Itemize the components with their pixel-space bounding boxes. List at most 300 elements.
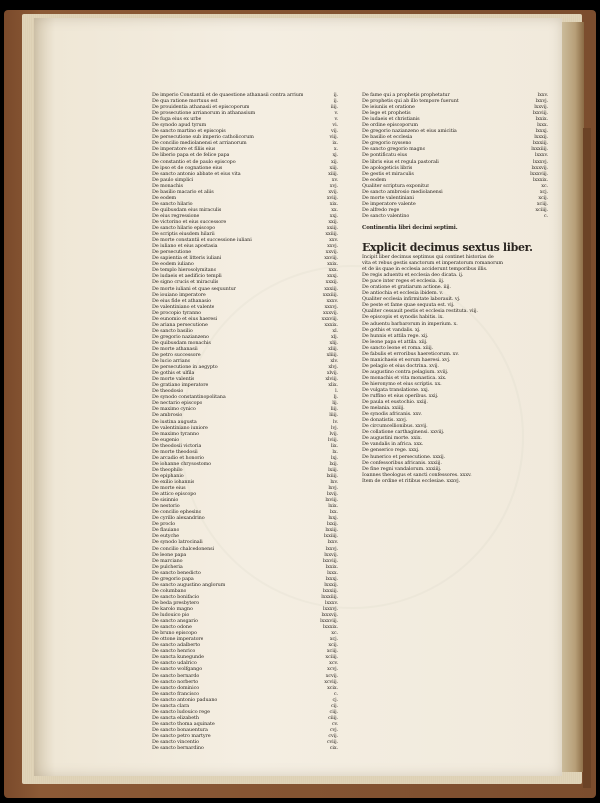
- entry-number: xlv.: [330, 358, 338, 365]
- entry-title: De persecutione in aegypto: [152, 364, 218, 371]
- entry-number: xliij.: [328, 345, 338, 352]
- entry-title: De sancto vincentio: [152, 739, 200, 746]
- entry-number: lxxxiiij.: [531, 146, 548, 153]
- paragraph-line: De pace inter reges et ecclesia. iij.: [362, 278, 445, 285]
- entry-title: De sancto gregorio magno: [362, 146, 426, 153]
- paragraph-line: De synodis africanis. xxv.: [362, 411, 422, 418]
- entry-title: De sancto ambrosio mediolanensi: [362, 188, 443, 195]
- entry-title: De karolo magno: [152, 605, 193, 612]
- paragraph-line: De genserico rege. xxxj.: [362, 447, 420, 454]
- entry-number: lxxviij.: [532, 110, 548, 117]
- right-column-index: [362, 92, 548, 219]
- entry-number: lxxx.: [327, 569, 338, 576]
- entry-title: De quibusdam eius miraculis: [152, 206, 222, 213]
- entry-title: De gestis et miraculis: [362, 170, 414, 177]
- entry-title: De gregorio papa: [152, 575, 194, 582]
- paragraph-line: De hunnis et attila rege. xij.: [362, 332, 429, 339]
- entry-number: xcix.: [327, 684, 338, 691]
- entry-title: De eugenio: [152, 436, 180, 443]
- entry-number: xxxv.: [326, 297, 338, 304]
- paragraph-line: vita et rebus gestis sanctorum et imperatorum romanorum: [362, 260, 503, 267]
- entry-number: xxxviij.: [321, 315, 338, 322]
- entry-number: xix.: [329, 200, 338, 207]
- entry-title: De sancto augustino anglorum: [152, 581, 226, 588]
- paragraph-line: Qualiter cessauit pestis et ecclesia restituta. viij.: [362, 308, 478, 315]
- section-heading: Explicit decimus sextus liber.: [362, 240, 533, 254]
- entry-title: De ludouico pio: [152, 612, 190, 619]
- entry-number: xv.: [331, 176, 338, 183]
- entry-title: De iudaeis et aedificio templi: [152, 273, 222, 280]
- entry-title: De quibusdam monachis: [152, 339, 211, 346]
- entry-title: De ottone imperatore: [152, 636, 204, 643]
- entry-title: De sancto hilario episcopo: [152, 225, 216, 232]
- entry-number: lxxvj.: [325, 545, 338, 552]
- entry-number: xxj.: [329, 212, 338, 219]
- entry-number: lxxxiij.: [322, 587, 338, 594]
- entry-title: De sancto basilio: [152, 327, 193, 334]
- entry-title: De sancto bonifacio: [152, 593, 200, 600]
- paragraph-line: De paula et eustochio. xxiij.: [362, 399, 428, 406]
- entry-number: xxiij.: [326, 225, 338, 232]
- entry-number: xxvj.: [327, 243, 338, 250]
- entry-title: De persecutione: [152, 249, 192, 256]
- entry-number: xxvij.: [325, 249, 338, 256]
- entry-number: xciiij.: [535, 206, 548, 213]
- entry-title: De columbano: [152, 587, 187, 594]
- entry-title: De ipso et de cognatione eius: [152, 164, 223, 171]
- entry-title: De concilio chalcedonensi: [152, 545, 215, 552]
- entry-number: lxxx.: [537, 122, 548, 129]
- entry-title: De iohanne chrysostomo: [152, 460, 211, 467]
- paragraph-line: De circumcellionibus. xxvij.: [362, 423, 428, 430]
- entry-title: De maximo cynico: [152, 406, 196, 413]
- entry-number: xcj.: [539, 188, 548, 195]
- entry-title: De prosecutione arrianorum in athanasium: [152, 110, 256, 117]
- entry-title: De procopio tyranno: [152, 309, 202, 316]
- entry-title: De eutyche: [152, 533, 179, 540]
- paragraph-line: De peste et fame quae sequuta est. vij.: [362, 302, 455, 309]
- paragraph-line: De regis aduentu et ecclesia deo dicata. ij.: [362, 272, 464, 279]
- entry-title: De sancta elizabeth: [152, 714, 199, 721]
- entry-title: De liberio papa et de felice papa: [152, 152, 230, 159]
- paragraph-line: De collatione carthaginensi. xxviij.: [362, 429, 445, 436]
- entry-number: lxv.: [330, 479, 338, 485]
- entry-title: De iuliano et eius apostasia: [152, 243, 218, 250]
- paragraph-line: De manichaeis et eorum haeresi. xvj.: [362, 356, 451, 363]
- entry-number: vi.: [332, 122, 338, 129]
- entry-number: l.: [335, 388, 338, 395]
- entry-number: lxxxix.: [532, 176, 548, 183]
- right-column: [362, 92, 548, 484]
- entry-number: xlvij.: [326, 370, 338, 377]
- entry-number: lxxvij.: [324, 551, 338, 558]
- paragraph-line: De fabulis et erroribus haereticorum. xv.: [362, 350, 459, 357]
- entry-title: De morte iuliani et quae sequuntur: [152, 285, 236, 292]
- entry-title: De sancto bernardo: [152, 672, 200, 679]
- entry-number: lxxxij.: [324, 581, 338, 588]
- entry-number: lxxxvj.: [323, 605, 338, 612]
- entry-number: xxiiij.: [325, 231, 338, 238]
- entry-title: De maximo tyranno: [152, 430, 199, 437]
- entry-title: De monachis: [152, 182, 183, 189]
- entry-number: xiiij.: [328, 170, 338, 177]
- entry-title: De constantio et de paulo episcopo: [152, 158, 236, 165]
- entry-number: xciij.: [326, 648, 338, 655]
- entry-title: De sancto adalberto: [152, 642, 201, 649]
- entry-number: lxxxv.: [325, 599, 338, 606]
- entry-number: lx.: [332, 448, 338, 455]
- entry-number: lxxxiiij.: [321, 593, 338, 600]
- entry-title: De iudaeis et christianis: [362, 116, 420, 123]
- entry-title: De nestorio: [152, 503, 180, 510]
- entry-number: xlix.: [328, 382, 338, 389]
- entry-number: cix.: [329, 745, 338, 752]
- entry-title: De sancto petro martyre: [152, 732, 211, 739]
- entry-number: lxx.: [329, 509, 338, 516]
- entry-title: De sancto antonio paduano: [152, 696, 218, 703]
- entry-title: De sancto martino et episcopis: [152, 128, 226, 135]
- paragraph-line: De monachis et vita monastica. xix.: [362, 374, 447, 381]
- entry-number: xciij.: [536, 200, 548, 207]
- entry-title: De theodosio: [152, 388, 184, 395]
- entry-number: lvj.: [330, 424, 338, 431]
- paragraph-line: Ioannes theologus et sancti confessores. xxxv.: [362, 471, 472, 478]
- entry-number: xxviij.: [324, 255, 338, 262]
- entry-number: xj.: [332, 152, 338, 159]
- entry-number: xlij.: [329, 339, 338, 346]
- paragraph-line: Incipit liber decimus septimus qui continet historias de: [362, 253, 494, 260]
- entry-title: De petro successore: [152, 352, 201, 359]
- entry-number: lxj.: [330, 454, 338, 461]
- entry-number: lxxxviij.: [530, 170, 548, 177]
- entry-number: lxxxiij.: [532, 140, 548, 147]
- entry-number: xcv.: [329, 660, 338, 667]
- entry-title: De synodo apud tyrum: [152, 122, 207, 129]
- paragraph-line: De oratione et gratiarum actione. iiij.: [362, 284, 451, 291]
- entry-title: De morte athanasii: [152, 345, 198, 352]
- entry-title: De imperatore et filiis eius: [152, 146, 216, 153]
- entry-number: xcviij.: [324, 678, 338, 685]
- entry-number: lxxxij.: [534, 134, 548, 141]
- entry-title: De eunomio et eius haeresi: [152, 315, 218, 322]
- entry-title: De concilio ephesino: [152, 509, 202, 516]
- paragraph-line: Qualiter ecclesia infirmitate laborauit. vj.: [362, 296, 461, 303]
- entry-title: De gratiano imperatore: [152, 382, 209, 389]
- paragraph-line: De gothis et vandalis. xj.: [362, 326, 421, 333]
- paragraph-line: De sancto leone et roma. xiiij.: [362, 344, 433, 351]
- index-entry: [362, 213, 548, 219]
- entry-number: xxxvj.: [324, 303, 338, 310]
- entry-title: De ordine episcoporum: [362, 122, 418, 129]
- entry-title: De exilio iohannis: [152, 479, 195, 485]
- entry-title: De basilio macario et aliis: [152, 188, 214, 195]
- entry-title: De eodem: [152, 194, 177, 201]
- entry-title: De sapientia et litteris iuliani: [152, 255, 222, 262]
- entry-number: cv.: [331, 720, 338, 727]
- entry-title: De sancto hilario: [152, 200, 193, 207]
- paragraph-line: De vulgata translatione. xxj.: [362, 387, 430, 394]
- entry-number: lxij.: [329, 460, 338, 467]
- entry-number: xiij.: [329, 164, 338, 171]
- entry-title: De templo hierosolymitano: [152, 267, 217, 274]
- entry-number: lxxxvj.: [533, 158, 548, 165]
- entry-title: De apologeticis libris: [362, 164, 413, 171]
- entry-title: De sancto odone: [152, 624, 192, 631]
- entry-number: lxxxviij.: [320, 618, 338, 625]
- entry-title: De theophilo: [152, 466, 183, 473]
- entry-title: De eius fide et athanasio: [152, 297, 211, 304]
- entry-title: De persecutione sub imperio catholicorum: [152, 134, 254, 141]
- entry-title: De sisinnio: [152, 497, 179, 504]
- entry-number: lxix.: [328, 503, 338, 510]
- entry-title: De morte constantii et successione iuliani: [152, 237, 252, 244]
- entry-title: De sancta clara: [152, 702, 190, 709]
- entry-title: De gregorio nysseno: [362, 140, 412, 147]
- paragraph-line: De vandalis in africa. xxx.: [362, 441, 424, 448]
- entry-title: De synodo constantinopolitana: [152, 394, 226, 401]
- entry-title: De sancto francisco: [152, 690, 199, 697]
- entry-number: xcij.: [538, 194, 548, 201]
- entry-number: lxxv.: [327, 539, 338, 546]
- index-entry: [152, 745, 338, 751]
- entry-number: lix.: [330, 442, 338, 449]
- entry-number: xlj.: [330, 333, 338, 340]
- entry-title: De concilio mediolanensi et arrianorum: [152, 140, 247, 147]
- entry-number: vij.: [330, 128, 338, 135]
- entry-number: lxxxix.: [322, 624, 338, 631]
- entry-number: lxxij.: [326, 521, 338, 528]
- entry-title: De imperatore valente: [362, 200, 416, 207]
- entry-title: De victorino et eius successore: [152, 218, 227, 225]
- entry-title: De synodo latrocinali: [152, 539, 203, 546]
- entry-title: De morte valentiniani: [362, 194, 414, 201]
- entry-title: De sancto norberto: [152, 678, 199, 685]
- entry-number: lxxxvij.: [321, 612, 338, 619]
- entry-title: De sancto henrico: [152, 648, 196, 655]
- entry-number: lxxxvij.: [531, 164, 548, 171]
- entry-title: De morte valentis: [152, 376, 195, 383]
- entry-number: lxxvj.: [535, 98, 548, 105]
- paragraph-text: [362, 254, 548, 484]
- entry-number: lxxiiij.: [323, 533, 338, 540]
- entry-number: v.: [334, 116, 338, 123]
- entry-number: iiij.: [330, 104, 338, 111]
- entry-number: xvj.: [329, 182, 338, 189]
- entry-title: De sancto dominico: [152, 684, 200, 691]
- entry-number: x.: [333, 146, 338, 153]
- entry-title: De theodosii victoria: [152, 442, 202, 449]
- entry-title: De epiphanio: [152, 472, 184, 479]
- entry-title: De prophetis qui ab illo tempore fuerunt: [362, 98, 459, 105]
- entry-title: De imperio Constantii et de quaestione athanasii contra arrium: [152, 92, 304, 98]
- entry-title: De sancta kunegunde: [152, 654, 204, 661]
- entry-title: De fame qui a prophetis prophetatur: [362, 92, 450, 98]
- paragraph-line: De fine regni vandalorum. xxxiiij.: [362, 465, 442, 472]
- entry-number: ix.: [332, 140, 338, 147]
- entry-title: De valentiniano iuniore: [152, 424, 208, 431]
- entry-title: De basilio et ecclesia: [362, 134, 413, 141]
- entry-number: xxxix.: [324, 321, 338, 328]
- paragraph-line: De antiochia et ecclesia ibidem. v.: [362, 290, 443, 297]
- entry-title: De pulcheria: [152, 563, 183, 570]
- paragraph-line: De episcopis et synodis habitis. ix.: [362, 314, 444, 321]
- entry-number: xx.: [331, 206, 338, 213]
- entry-number: lj.: [333, 394, 338, 401]
- entry-title: De fuga eius ex urbe: [152, 116, 202, 123]
- paragraph-line: De donatistis. xxvj.: [362, 417, 408, 424]
- entry-title: De nectario episcopo: [152, 400, 203, 407]
- entry-number: ciij.: [329, 708, 338, 715]
- entry-title: De sancto udalrico: [152, 660, 197, 667]
- paragraph-line: et de iis quae in ecclesia acciderunt temporibus illis.: [362, 266, 488, 273]
- entry-number: lxxj.: [328, 515, 338, 522]
- entry-title: De sancto bonauentura: [152, 726, 208, 733]
- entry-number: xviij.: [326, 194, 338, 201]
- binding-strip: [583, 128, 591, 788]
- entry-number: lxiiij.: [326, 472, 338, 479]
- entry-title: De gregorio nazianzeno et eius amicitia: [362, 128, 457, 135]
- paragraph-line: De pelagio et eius doctrina. xvij.: [362, 362, 439, 369]
- entry-title: De sancto benedicto: [152, 569, 201, 576]
- entry-number: lxviij.: [325, 497, 338, 504]
- entry-number: xxxij.: [325, 279, 338, 286]
- entry-title: De gothis et ulfila: [152, 370, 195, 377]
- entry-number: cvij.: [328, 732, 338, 739]
- entry-number: viij.: [329, 134, 338, 141]
- entry-title: De eius regressione: [152, 212, 200, 219]
- entry-title: De lege et prophetis: [362, 110, 411, 117]
- entry-number: xxv.: [329, 237, 338, 244]
- paragraph-line: De augustini morte. xxix.: [362, 435, 422, 442]
- entry-number: lxxxj.: [535, 128, 548, 135]
- entry-number: xxxiij.: [324, 285, 338, 292]
- entry-title: De beda presbytero: [152, 599, 200, 606]
- entry-number: lv.: [332, 418, 338, 425]
- paragraph-line: De confessoribus africanis. xxxiij.: [362, 459, 442, 466]
- entry-title: De pontificatu eius: [362, 152, 408, 159]
- entry-number: xliiij.: [326, 352, 338, 359]
- entry-title: De ambrosio: [152, 412, 183, 419]
- entry-number: v.: [334, 110, 338, 117]
- entry-number: xc.: [541, 182, 548, 189]
- paragraph-line: De aduentu barbarorum in imperium. x.: [362, 320, 458, 327]
- entry-number: lxxxv.: [535, 152, 548, 159]
- entry-number: lxxviij.: [322, 557, 338, 564]
- entry-number: lxvij.: [326, 491, 338, 498]
- entry-number: cviij.: [326, 739, 338, 746]
- entry-number: lxxix.: [325, 563, 338, 570]
- entry-number: lxxix.: [535, 116, 548, 123]
- paragraph-line: De leone papa et attila. xiij.: [362, 338, 428, 345]
- entry-number: xciiij.: [325, 654, 338, 661]
- entry-title: De sancto thoma aquinate: [152, 720, 215, 727]
- entry-number: c.: [543, 212, 548, 219]
- entry-number: cij.: [331, 702, 338, 709]
- entry-title: De sancto ludouico rege: [152, 708, 210, 715]
- entry-title: De gregorio nazianzeno: [152, 333, 209, 340]
- entry-number: xcj.: [329, 636, 338, 643]
- entry-title: De cyrillo alexandrino: [152, 515, 205, 522]
- paragraph-line: De hieronymo et eius scriptis. xx.: [362, 380, 442, 387]
- entry-title: De morte theodosii: [152, 448, 198, 455]
- entry-number: ij.: [333, 98, 338, 105]
- entry-number: lviij.: [328, 436, 338, 443]
- entry-number: cj.: [332, 696, 338, 703]
- paragraph-line: De augustino contra pelagium. xviij.: [362, 368, 449, 375]
- entry-title: De eodem: [362, 176, 387, 183]
- paragraph-line: De melania. xxiiij.: [362, 405, 405, 412]
- entry-title: De lucio arriano: [152, 358, 191, 365]
- closing-line: Continentia libri decimi septimi.: [362, 224, 458, 231]
- entry-title: De iustina augusta: [152, 418, 197, 425]
- paragraph-line: De ruffino et eius operibus. xxij.: [362, 393, 439, 400]
- entry-title: De paulo simplici: [152, 176, 194, 183]
- entry-number: xcvj.: [327, 666, 338, 673]
- entry-title: De sancto valentino: [362, 212, 410, 219]
- entry-number: lxxxj.: [325, 575, 338, 582]
- entry-title: De sancto ansgario: [152, 618, 198, 625]
- entry-number: cvj.: [329, 726, 338, 733]
- entry-title: De sancto antonio abbate et eius vita: [152, 170, 241, 177]
- entry-number: liiij.: [329, 412, 338, 419]
- entry-title: De morte eius: [152, 485, 186, 492]
- entry-title: De sancto wolfgango: [152, 666, 203, 673]
- entry-title: De signo crucis et miraculis: [152, 279, 219, 286]
- left-column-index: [152, 92, 338, 751]
- entry-number: xxx.: [328, 267, 338, 274]
- entry-number: xij.: [330, 158, 338, 165]
- entry-number: xlvj.: [328, 364, 338, 371]
- entry-title: De ieiuniis et oratione: [362, 104, 415, 111]
- entry-title: De flauiano: [152, 527, 180, 534]
- entry-number: lvij.: [329, 430, 338, 437]
- entry-number: xcij.: [328, 642, 338, 649]
- entry-number: xxxvij.: [323, 309, 338, 316]
- entry-number: lxxvij.: [534, 104, 548, 111]
- right-page-edge: [562, 22, 584, 772]
- entry-title: De leone papa: [152, 551, 187, 558]
- entry-title: De iouiano imperatore: [152, 291, 206, 298]
- entry-number: xlviij.: [325, 376, 338, 383]
- entry-number: xxij.: [328, 218, 338, 225]
- entry-title: De bruno episcopo: [152, 630, 197, 637]
- entry-title: Qualiter scriptura exponitur: [362, 182, 430, 189]
- entry-number: lxxv.: [537, 92, 548, 98]
- entry-number: xxxiiij.: [322, 291, 338, 298]
- entry-number: liij.: [330, 406, 338, 413]
- entry-title: De arcadio et honorio: [152, 454, 204, 461]
- entry-title: De scriptis eiusdem hilarii: [152, 231, 215, 238]
- entry-title: De attico episcopo: [152, 491, 197, 498]
- entry-number: xc.: [331, 630, 338, 637]
- entry-number: ij.: [333, 92, 338, 98]
- entry-title: De marciano: [152, 557, 183, 564]
- entry-number: xcvij.: [325, 672, 338, 679]
- entry-title: De proclo: [152, 521, 176, 528]
- entry-title: De valentiniano et valente: [152, 303, 215, 310]
- entry-number: xxxj.: [327, 273, 338, 280]
- entry-title: De sancto bernardino: [152, 745, 204, 752]
- entry-title: De libris eius et regula pastorali: [362, 158, 439, 165]
- entry-number: xl.: [332, 327, 338, 334]
- entry-number: xvij.: [328, 188, 338, 195]
- entry-number: xxix.: [327, 261, 338, 268]
- entry-title: De alfredo rege: [362, 206, 400, 213]
- entry-number: lij.: [332, 400, 338, 407]
- entry-title: De ariana persecutione: [152, 321, 208, 328]
- paragraph-line: Item de ordine et ritibus ecclesiae. xxxvj.: [362, 477, 461, 484]
- entry-number: lxvj.: [328, 485, 338, 492]
